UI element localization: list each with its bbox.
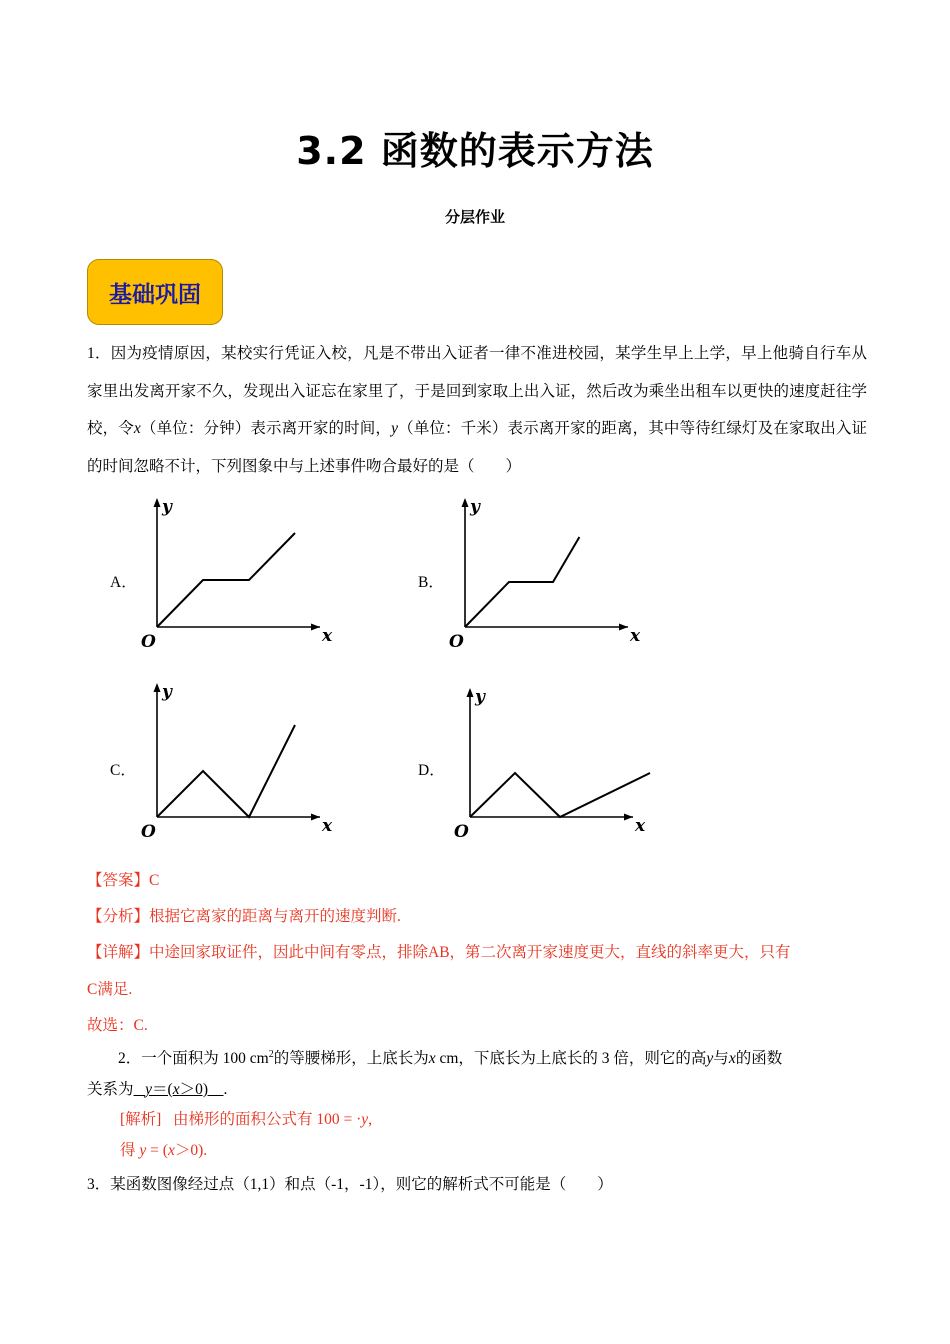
- option-c-label: C．: [110, 762, 136, 779]
- option-a-graph: [135, 492, 345, 652]
- y-axis-arrow: [154, 498, 161, 507]
- question-3-text: 3．某函数图像经过点（1,1）和点（-1，-1），则它的解析式不可能是（ ）: [87, 1176, 613, 1193]
- option-a-label: A．: [110, 574, 137, 591]
- result-line: 得 y = (x＞0).: [120, 1142, 208, 1159]
- option-c-graph: [135, 677, 345, 842]
- origin-label: O: [449, 632, 464, 652]
- x-axis-label: x: [635, 816, 646, 836]
- option-b-graph: [443, 492, 653, 652]
- x-axis-label: x: [630, 626, 641, 646]
- y-axis-arrow: [154, 683, 161, 692]
- section-badge: 基础巩固: [87, 259, 223, 325]
- y-axis-label: y: [470, 497, 480, 517]
- option-d-label: D．: [418, 762, 445, 779]
- question-2-line-1: 2．一个面积为 100 $cm^2$的等腰梯形，上底长为x cm，下底长为上底长的 3 倍，则它的高y与x的函数: [118, 1048, 783, 1067]
- question-1-text: 1．因为疫情原因，某校实行凭证入校，凡是不带出入证者一律不准进校园，某学生早上上学，早上他骑自行车从家里出发离开家不久，发现出入证忘在家里了，于是回到家取上出入证，然后改为乘坐出租车以更快的速度赶往学校，令x（单位：分钟）表示离开家的时间，y（单位：千米）表示离开家的距离，其中等待红绿灯及在家取出入证的时间忽略不计，下列图象中与上述事件吻合最好的是（ ）: [87, 345, 867, 475]
- y-axis-arrow: [467, 688, 474, 697]
- y-axis-label: y: [475, 687, 485, 707]
- question-2-line-2: 关系为 y＝(x＞0) .: [87, 1081, 228, 1098]
- page-title: 3.2 函数的表示方法: [296, 129, 654, 173]
- answer-blank: y＝(x＞0): [145, 1081, 209, 1098]
- graph-curve: [157, 725, 295, 817]
- detail-line-1: 【详解】中途回家取证件，因此中间有零点，排除AB，第二次离开家速度更大，直线的斜率更大，只有: [87, 944, 791, 961]
- origin-label: O: [454, 822, 469, 842]
- origin-label: O: [141, 822, 156, 842]
- x-axis-label: x: [322, 816, 333, 836]
- x-axis-arrow: [311, 624, 320, 631]
- y-axis-label: y: [162, 497, 172, 517]
- option-d-graph: [448, 682, 658, 842]
- graph-curve: [157, 533, 295, 627]
- x-axis-arrow: [619, 624, 628, 631]
- x-axis-label: x: [322, 626, 333, 646]
- x-axis-arrow: [311, 814, 320, 821]
- x-axis-arrow: [624, 814, 633, 821]
- y-axis-label: y: [162, 682, 172, 702]
- analysis-line: 【分析】根据它离家的距离与离开的速度判断.: [87, 908, 401, 925]
- detail-line-2: C满足.: [87, 981, 133, 998]
- y-axis-arrow: [462, 498, 469, 507]
- option-b-label: B．: [418, 574, 444, 591]
- conclusion-line: 故选：C.: [87, 1017, 148, 1034]
- origin-label: O: [141, 632, 156, 652]
- graph-curve: [470, 773, 650, 817]
- solution-line: [解析] 由梯形的面积公式有 100 = ·y,: [120, 1111, 372, 1128]
- page-subtitle: 分层作业: [444, 208, 505, 226]
- graph-curve: [465, 537, 579, 627]
- answer-line: 【答案】C: [87, 872, 160, 889]
